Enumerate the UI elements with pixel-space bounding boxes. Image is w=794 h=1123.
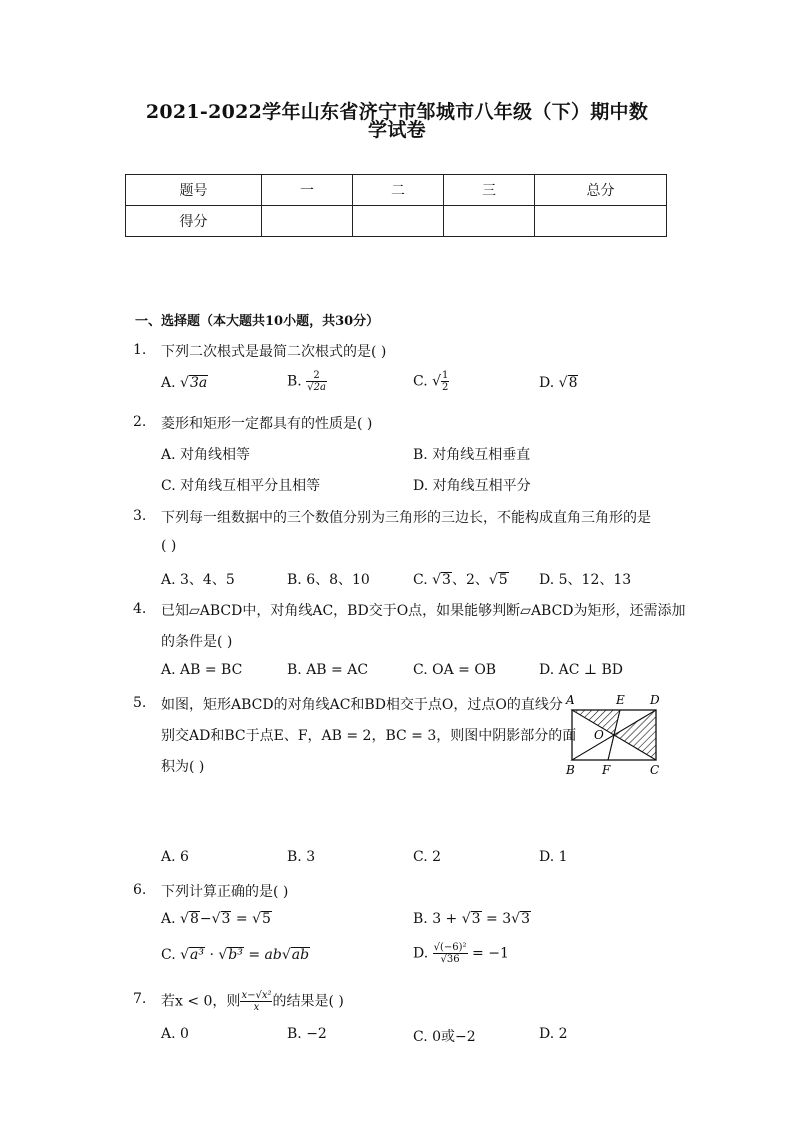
question-number: 3. (133, 508, 147, 524)
question-text-cont: 积为( ) (161, 759, 205, 775)
option-label: B. (413, 911, 428, 927)
question-text: 下列计算正确的是( ) (161, 884, 289, 900)
question-text: 菱形和矩形一定都具有的性质是( ) (161, 416, 373, 432)
option-d[interactable]: D. √8 (539, 375, 578, 391)
question-text-head: 若x < 0，则 (161, 993, 241, 1010)
exam-title-line2: 学试卷 (368, 119, 426, 141)
exam-title-line1: 2021-2022学年山东省济宁市邹城市八年级（下）期中数 (145, 101, 649, 123)
option-a[interactable]: A. 3、4、5 (161, 572, 235, 588)
option-label: C. (413, 572, 428, 588)
question-text-cont: 别交AD和BC于点E、F，AB = 2，BC = 3，则图中阴影部分的面 (161, 728, 577, 744)
label-f: F (602, 763, 611, 777)
score-table (125, 174, 667, 237)
option-label: C. (413, 373, 428, 390)
option-c[interactable]: C. OA = OB (413, 662, 497, 678)
question-text: 如图，矩形ABCD的对角线AC和BD相交于点O，过点O的直线分 (161, 697, 563, 713)
option-c[interactable]: C. 0或−2 (413, 1029, 476, 1045)
label-e: E (616, 693, 625, 707)
score-header-cell: 二 (353, 175, 444, 206)
question-number: 1. (133, 342, 147, 358)
score-header-cell: 总分 (535, 175, 667, 206)
option-a[interactable]: A. √3a (161, 375, 208, 391)
option-label: D. (539, 375, 555, 391)
score-table-header-row (126, 175, 667, 206)
option-a[interactable]: A. √8−√3 = √5 (161, 911, 271, 927)
option-b[interactable]: B. 6、8、10 (287, 572, 370, 588)
option-a[interactable]: A. 对角线相等 (161, 447, 251, 463)
question-number: 2. (133, 414, 147, 430)
score-row-label: 得分 (126, 206, 262, 237)
option-d[interactable]: D. 5、12、13 (539, 572, 632, 588)
section-heading: 一、选择题（本大题共10小题，共30分） (135, 314, 380, 329)
label-b: B (566, 763, 575, 777)
option-b[interactable]: B. AB = AC (287, 662, 369, 678)
question-text: 下列每一组数据中的三个数值分别为三角形的三边长，不能构成直角三角形的是 (161, 510, 651, 526)
option-label: C. (161, 947, 176, 963)
option-a[interactable]: A. AB = BC (161, 662, 243, 678)
question-text: 下列二次根式是最简二次根式的是( ) (161, 344, 387, 360)
question-number: 7. (133, 991, 147, 1007)
option-c[interactable]: C. 对角线互相平分且相等 (161, 478, 321, 494)
score-table-row (126, 206, 667, 237)
score-cell[interactable] (444, 206, 535, 237)
option-c[interactable]: C. √3、2、√5 (413, 572, 508, 588)
option-d[interactable]: D. 1 (539, 849, 568, 865)
question-number: 5. (133, 695, 147, 711)
rectangle-diagram (562, 690, 666, 780)
question-text-tail: 的结果是( ) (272, 993, 344, 1010)
option-c[interactable]: C. 2 (413, 849, 442, 865)
question-text: 已知▱ABCD中，对角线AC，BD交于O点，如果能够判断▱ABCD为矩形，还需添加 (161, 603, 686, 619)
question-number: 4. (133, 601, 147, 617)
question-text: 若x < 0，则 $\frac{\text{x−√x²}}{x}$ 的结果是( ) (161, 990, 344, 1013)
option-label: A. (161, 375, 176, 391)
label-d: D (650, 693, 660, 707)
option-c[interactable]: C. √ $\frac{1}{2}$ (413, 370, 449, 393)
option-b[interactable]: B. −2 (287, 1026, 327, 1042)
score-cell[interactable] (262, 206, 353, 237)
label-c: C (650, 763, 660, 777)
option-label: B. (287, 373, 302, 390)
question-number: 6. (133, 882, 147, 898)
option-b[interactable]: B. 3 + √3 = 3√3 (413, 911, 530, 927)
option-a[interactable]: A. 0 (161, 1026, 189, 1042)
option-d[interactable]: D. 2 (539, 1026, 568, 1042)
score-header-cell: 题号 (126, 175, 262, 206)
option-a[interactable]: A. 6 (161, 849, 189, 865)
shaded-triangle-doc (614, 710, 656, 760)
option-b[interactable]: B. 3 (287, 849, 316, 865)
option-d[interactable]: D. 对角线互相平分 (413, 478, 531, 494)
label-o: O (594, 728, 604, 742)
option-b[interactable]: B. $\frac{2}{√2a}$ (287, 370, 326, 393)
option-d[interactable]: D. AC ⊥ BD (539, 662, 624, 678)
score-header-cell: 一 (262, 175, 353, 206)
option-c[interactable]: C. √a³ · √b³ = ab√ab (161, 947, 310, 963)
score-cell[interactable] (353, 206, 444, 237)
option-d[interactable]: D. $\frac{\text{√(−6)²}}{√36}$ = −1 (413, 942, 509, 965)
label-a: A (566, 693, 575, 707)
option-b[interactable]: B. 对角线互相垂直 (413, 447, 531, 463)
question-text-cont: ( ) (161, 538, 177, 554)
option-label: A. (161, 911, 176, 927)
question-text-cont: 的条件是( ) (161, 634, 233, 650)
score-cell[interactable] (535, 206, 667, 237)
option-label: D. (413, 945, 429, 962)
score-header-cell: 三 (444, 175, 535, 206)
